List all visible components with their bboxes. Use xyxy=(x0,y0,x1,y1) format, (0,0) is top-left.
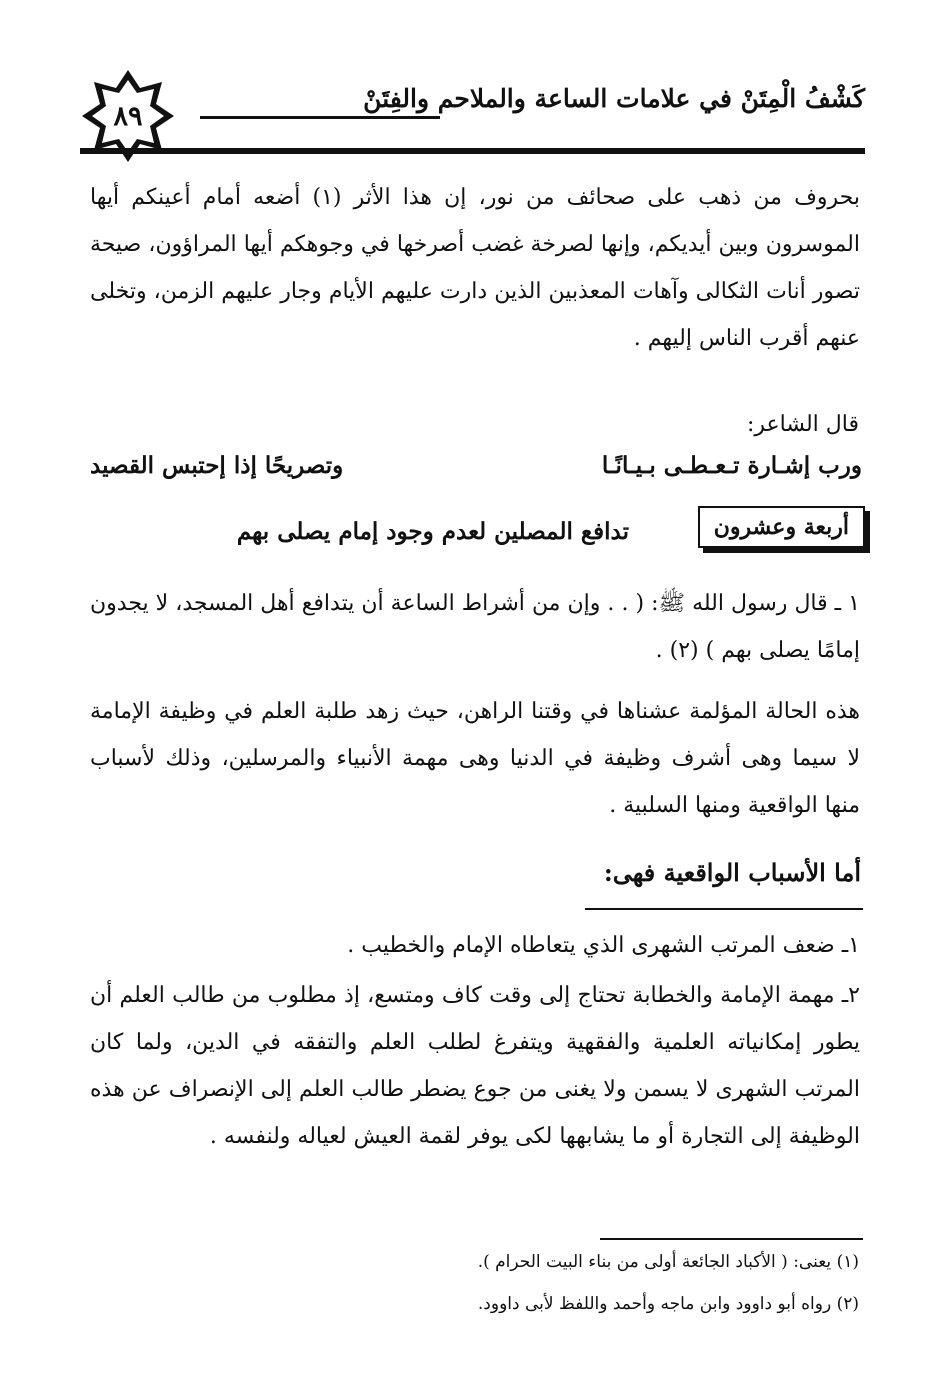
footnote-1: (١) يعنى: ( الأكباد الجائعة أولى من بناء البيت الحرام ). xyxy=(477,1252,859,1272)
header-rule xyxy=(200,116,440,119)
subheading-underline xyxy=(585,908,863,910)
hadith-paragraph: ١ ـ قال رسول الله ﷺ: ( . . وإن من أشراط الساعة أن يتدافع أهل المسجد، لا يجدون إمامًا يصلى بهم ) (٢) . xyxy=(90,591,860,663)
book-title: كَشْفُ الْمِتَنْ في علامات الساعة والملاحم والفِتَنْ xyxy=(363,84,865,113)
header-divider xyxy=(80,148,865,154)
section-number-box: أربعة وعشرون xyxy=(698,506,865,548)
footnote-separator xyxy=(600,1238,863,1240)
reason-item-2: ٢ـ مهمة الإمامة والخطابة تحتاج إلى وقت كاف ومتسع، إذ مطلوب من طالب العلم أن يطور إمكانياته العلمية والفقهية ويتفرغ لطلب العلم والتفقه في الدين، ولما كان المرتب الشهرى لا يسمن ولا يغنى من جوع يضطر طالب العلم إلى الإنصراف عن هذه الوظيفة إلى التجارة أو ما يشابهها لكى يوفر لقمة العيش لعياله ولنفسه . xyxy=(90,983,860,1149)
poem-verse xyxy=(90,452,862,492)
reason-item-1: ١ـ ضعف المرتب الشهرى الذي يتعاطاه الإمام والخطيب . xyxy=(347,933,860,958)
page-number: ٨٩ xyxy=(113,100,143,132)
page-header xyxy=(80,62,865,162)
poet-label: قال الشاعر: xyxy=(746,412,859,437)
footnote-2: (٢) رواه أبو داوود وابن ماجه وأحمد واللفظ لأبى داوود. xyxy=(477,1294,859,1314)
opening-paragraph: بحروف من ذهب على صحائف من نور، إن هذا الأثر (١) أضعه أمام أعينكم أيها الموسرون وبين أيديكم، وإنها لصرخة غضب أصرخها في وجوهكم أيها المراؤون، صيحة تصور أنات الثكالى وآهات المعذبين الذين دارت عليهم الأيام وجار عليهم الزمن، وتخلى عنهم أقرب الناس إليهم . xyxy=(90,185,860,351)
reasons-subheading: أما الأسباب الواقعية فهى: xyxy=(603,858,861,887)
section-heading xyxy=(160,504,865,566)
commentary-paragraph: هذه الحالة المؤلمة عشناها في وقتنا الراهن، حيث زهد طلبة العلم في وظيفة الإمامة لا سيما وهى أشرف وظيفة في الدنيا وهى مهمة الأنبياء والمرسلين، وذلك لأسباب منها الواقعية ومنها السلبية . xyxy=(90,699,860,818)
verse-first-hemistich: ورب إشـارة تـعـطـى بـيـانًـا xyxy=(601,452,862,479)
verse-second-hemistich: وتصريحًا إذا إحتبس القصيد xyxy=(90,452,344,479)
section-title: تدافع المصلين لعدم وجود إمام يصلى بهم xyxy=(236,518,629,545)
